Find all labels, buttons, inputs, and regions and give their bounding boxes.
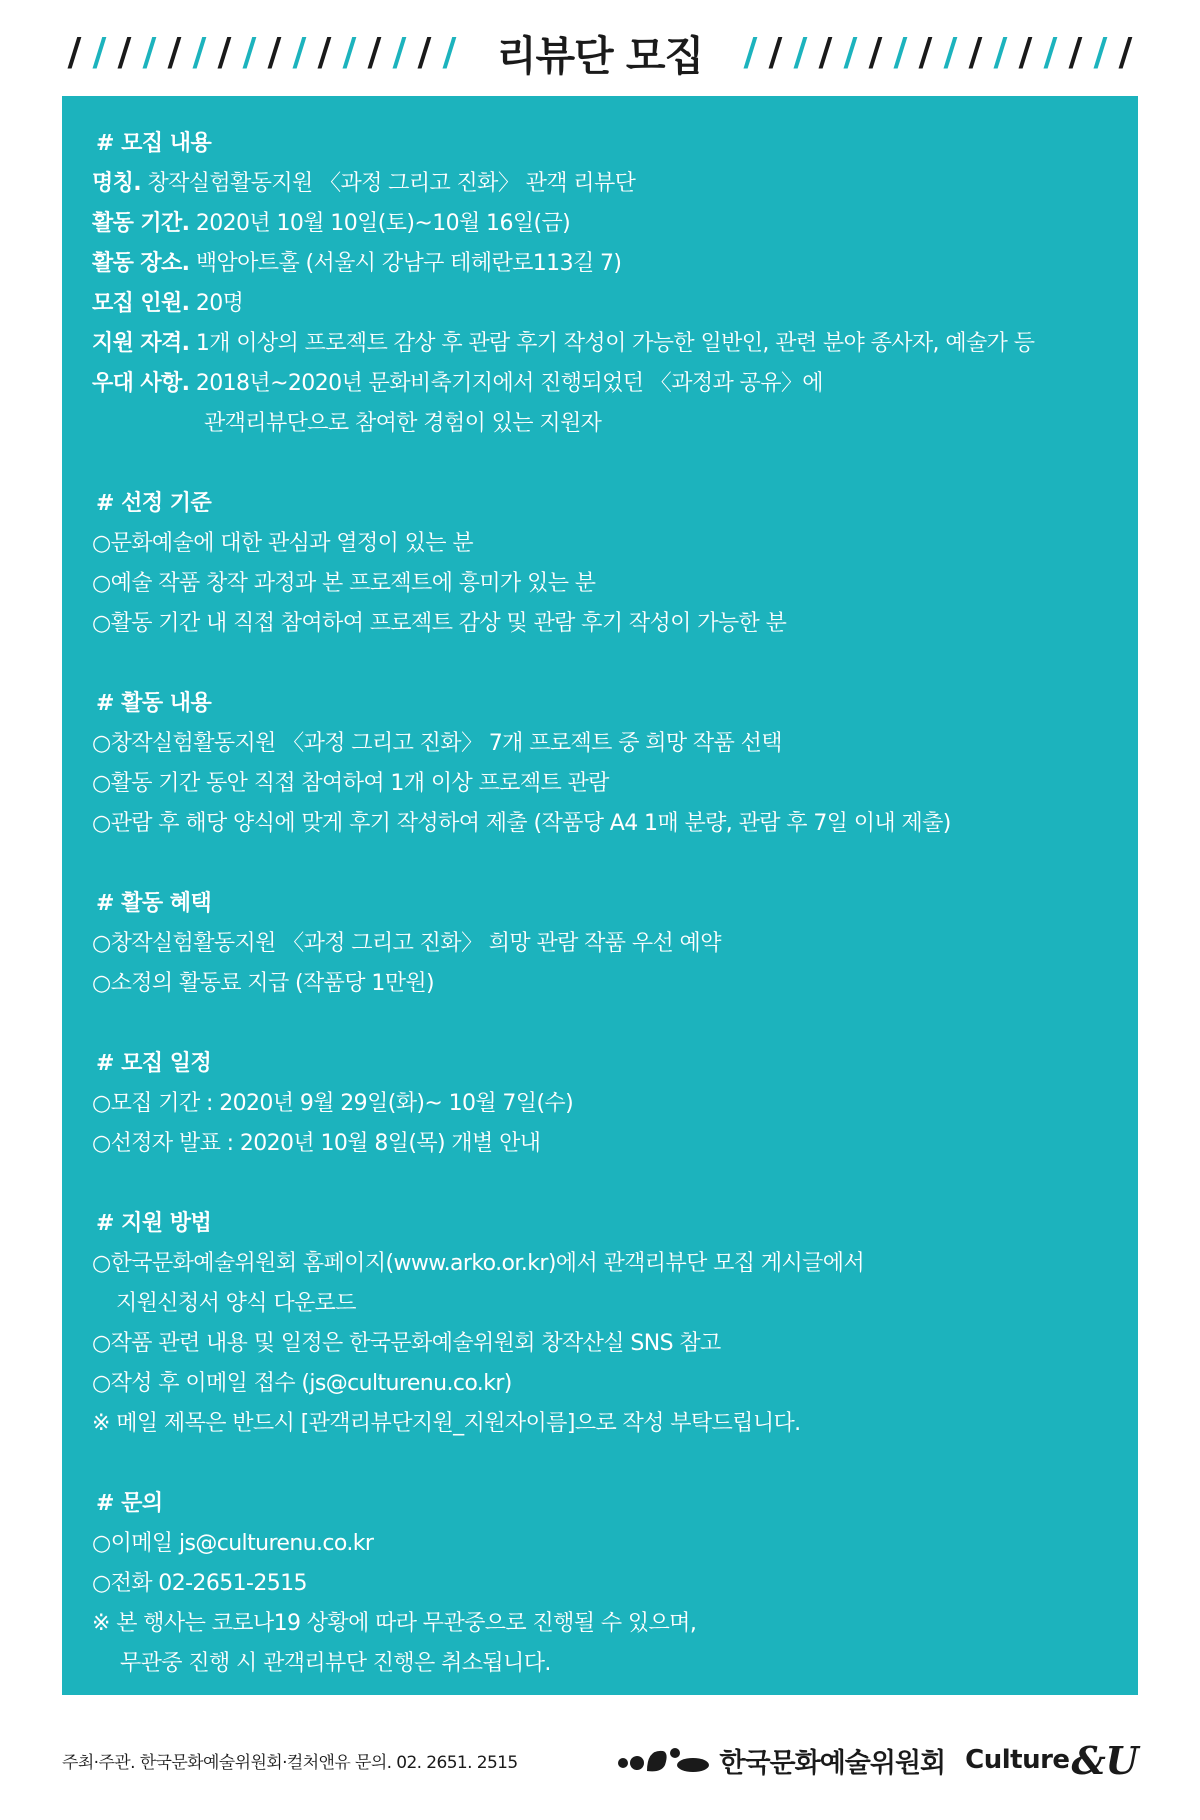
header: [62, 22, 1138, 82]
list-item: [92, 1244, 1138, 1284]
list-item: [92, 604, 1138, 644]
item-text: 창작실험활동지원 〈과정 그리고 진화〉 관객 리뷰단: [141, 171, 636, 196]
list-item: [92, 284, 1138, 324]
item-text: 관객리뷰단으로 참여한 경험이 있는 지원자: [204, 411, 602, 436]
list-item: [92, 204, 1138, 244]
list-item: [92, 564, 1138, 604]
slash-mark: /: [442, 30, 457, 74]
item-text: 2018년~2020년 문화비축기지에서 진행되었던 〈과정과 공유〉에: [189, 371, 823, 396]
list-item: [92, 244, 1138, 284]
culture-and-u-logo: [965, 1738, 1138, 1783]
footer-credits: 주최·주관. 한국문화예술위원회·컬처앤유 문의. 02. 2651. 2515: [62, 1752, 518, 1773]
section: [92, 1484, 1138, 1684]
item-text: ○문화예술에 대한 관심과 열정이 있는 분: [92, 531, 473, 556]
list-item: [92, 1084, 1138, 1124]
list-item: [92, 924, 1138, 964]
slash-mark: /: [367, 30, 382, 74]
list-item: [92, 764, 1138, 804]
slash-decoration-left: [62, 30, 462, 74]
slash-mark: /: [217, 30, 232, 74]
list-item: [92, 1324, 1138, 1364]
list-item: [92, 1124, 1138, 1164]
list-item: [92, 1404, 1138, 1444]
item-text: ○활동 기간 내 직접 참여하여 프로젝트 감상 및 관람 후기 작성이 가능한 분: [92, 611, 787, 636]
slash-mark: /: [392, 30, 407, 74]
section-title: # 모집 일정: [96, 1051, 212, 1076]
slash-mark: /: [868, 30, 883, 74]
list-item: [92, 724, 1138, 764]
list-item: [92, 1604, 1138, 1644]
slash-mark: /: [167, 30, 182, 74]
item-text: ※ 본 행사는 코로나19 상황에 따라 무관중으로 진행될 수 있으며,: [92, 1611, 697, 1636]
culture-logo-suffix: &U: [1071, 1737, 1138, 1783]
list-item: [92, 524, 1138, 564]
item-label: 명칭.: [92, 171, 142, 196]
item-text: ○창작실험활동지원 〈과정 그리고 진화〉 7개 프로젝트 중 희망 작품 선택: [92, 731, 782, 756]
section-title: # 지원 방법: [96, 1211, 212, 1236]
item-text: ○전화 02-2651-2515: [92, 1571, 307, 1596]
item-text: ○작성 후 이메일 접수 (js@culturenu.co.kr): [92, 1371, 512, 1396]
slash-mark: /: [1118, 30, 1133, 74]
slash-mark: /: [943, 30, 958, 74]
section: [92, 884, 1138, 1004]
slash-mark: /: [818, 30, 833, 74]
slash-mark: /: [417, 30, 432, 74]
item-text: ○소정의 활동료 지급 (작품당 1만원): [92, 971, 435, 996]
page-title: 리뷰단 모집: [496, 31, 704, 80]
item-text: ○예술 작품 창작 과정과 본 프로젝트에 흥미가 있는 분: [92, 571, 596, 596]
arko-symbol-icon: [617, 1743, 713, 1777]
slash-mark: /: [317, 30, 332, 74]
item-label: 지원 자격.: [92, 331, 190, 356]
list-item: [92, 1364, 1138, 1404]
list-item: [92, 1644, 1138, 1684]
slash-mark: /: [793, 30, 808, 74]
section: [92, 124, 1138, 444]
list-item: [92, 164, 1138, 204]
item-label: 우대 사항.: [92, 371, 190, 396]
slash-mark: /: [192, 30, 207, 74]
slash-mark: /: [342, 30, 357, 74]
item-text: ※ 메일 제목은 반드시 [관객리뷰단지원_지원자이름]으로 작성 부탁드립니다.: [92, 1411, 801, 1436]
section-title: # 선정 기준: [96, 491, 212, 516]
slash-mark: /: [993, 30, 1008, 74]
slash-mark: /: [1068, 30, 1083, 74]
culture-logo-text: Culture: [965, 1745, 1070, 1775]
slash-mark: /: [968, 30, 983, 74]
slash-mark: /: [1018, 30, 1033, 74]
list-item: [92, 364, 1138, 404]
section-title: # 활동 혜택: [96, 891, 212, 916]
slash-mark: /: [67, 30, 82, 74]
arko-logo: [617, 1741, 945, 1780]
item-label: 모집 인원.: [92, 291, 190, 316]
content-panel: [62, 96, 1138, 1695]
slash-mark: /: [893, 30, 908, 74]
item-text: ○선정자 발표 : 2020년 10월 8일(목) 개별 안내: [92, 1131, 541, 1156]
slash-mark: /: [768, 30, 783, 74]
slash-mark: /: [743, 30, 758, 74]
slash-mark: /: [843, 30, 858, 74]
logos: [617, 1738, 1138, 1783]
slash-decoration-right: [738, 30, 1138, 74]
slash-mark: /: [117, 30, 132, 74]
slash-mark: /: [1043, 30, 1058, 74]
item-label: 활동 기간.: [92, 211, 190, 236]
section-title: # 모집 내용: [96, 131, 212, 156]
item-text: 무관중 진행 시 관객리뷰단 진행은 취소됩니다.: [120, 1651, 551, 1676]
section: [92, 1204, 1138, 1444]
slash-mark: /: [92, 30, 107, 74]
list-item: [92, 324, 1138, 364]
item-text: 1개 이상의 프로젝트 감상 후 관람 후기 작성이 가능한 일반인, 관련 분야 종사자, 예술가 등: [189, 331, 1035, 356]
slash-mark: /: [142, 30, 157, 74]
list-item: [92, 1564, 1138, 1604]
slash-mark: /: [1093, 30, 1108, 74]
list-item: [92, 804, 1138, 844]
item-text: ○창작실험활동지원 〈과정 그리고 진화〉 희망 관람 작품 우선 예약: [92, 931, 721, 956]
list-item: [92, 1284, 1138, 1324]
footer: [62, 1730, 1138, 1790]
section-title: # 문의: [96, 1491, 163, 1516]
item-text: ○한국문화예술위원회 홈페이지(www.arko.or.kr)에서 관객리뷰단 모집 게시글에서: [92, 1251, 865, 1276]
list-item: [92, 964, 1138, 1004]
slash-mark: /: [292, 30, 307, 74]
item-text: ○관람 후 해당 양식에 맞게 후기 작성하여 제출 (작품당 A4 1매 분량, 관람 후 7일 이내 제출): [92, 811, 951, 836]
item-label: 활동 장소.: [92, 251, 190, 276]
item-text: ○작품 관련 내용 및 일정은 한국문화예술위원회 창작산실 SNS 참고: [92, 1331, 721, 1356]
item-text: 백암아트홀 (서울시 강남구 테헤란로113길 7): [189, 251, 622, 276]
item-text: ○활동 기간 동안 직접 참여하여 1개 이상 프로젝트 관람: [92, 771, 609, 796]
item-text: 20명: [189, 291, 244, 316]
slash-mark: /: [242, 30, 257, 74]
section: [92, 1044, 1138, 1164]
section-title: # 활동 내용: [96, 691, 212, 716]
item-text: ○이메일 js@culturenu.co.kr: [92, 1531, 374, 1556]
slash-mark: /: [267, 30, 282, 74]
slash-mark: /: [918, 30, 933, 74]
list-item: [92, 404, 1138, 444]
list-item: [92, 1524, 1138, 1564]
section: [92, 684, 1138, 844]
item-text: 2020년 10월 10일(토)~10월 16일(금): [189, 211, 571, 236]
section: [92, 484, 1138, 644]
item-text: 지원신청서 양식 다운로드: [116, 1291, 356, 1316]
item-text: ○모집 기간 : 2020년 9월 29일(화)~ 10월 7일(수): [92, 1091, 574, 1116]
arko-logo-text: 한국문화예술위원회: [719, 1747, 946, 1779]
